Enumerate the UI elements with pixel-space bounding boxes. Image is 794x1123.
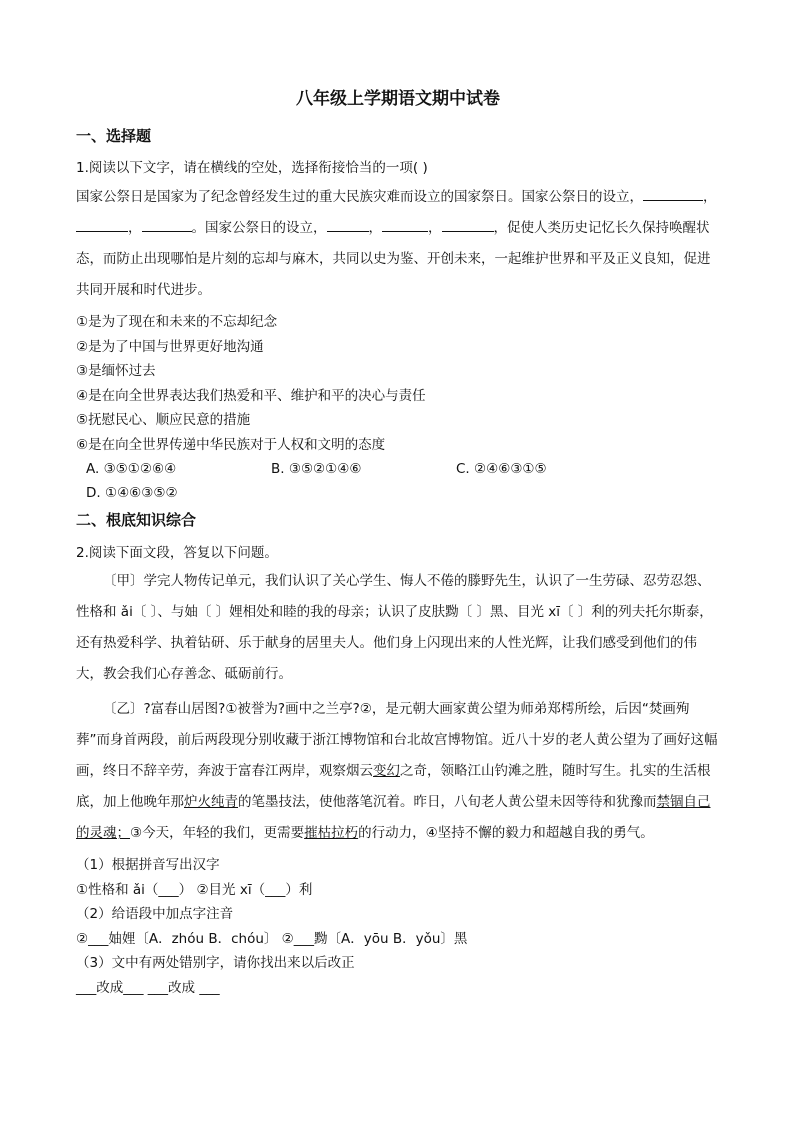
fill-blank — [382, 217, 428, 232]
question-2-subquestions — [76, 853, 720, 1000]
list-item: ⑥是在向全世界传递中华民族对于人权和文明的态度 — [76, 436, 386, 453]
passage-text: 之奇，领略江山钓滩之胜，随时写生。扎实的生活根底，加上他晚年那 — [76, 763, 711, 810]
question-1-prompt: 1.阅读以下文字，请在横线的空处，选择衔接恰当的一项( ) — [76, 160, 428, 176]
underlined-word: 摧枯拉朽 — [304, 825, 359, 841]
passage-text: 〔乙〕?富春山居图?①被誉为?画中之兰亭?②，是元朝大画家黄公望为师弟郑樗所绘，后因“焚画殉葬”而身首两段，前后两段现分别收藏于浙江博物馆和台北故宫博物馆。近八十岁的老人黄公望为了画好这幅画，终日不辞辛劳，奔波于富春江两岸，观察烟云 — [76, 701, 718, 779]
fill-blank — [442, 217, 494, 232]
page-title: 八年级上学期语文期中试卷 — [296, 89, 500, 109]
underlined-word: 炉火纯青 — [184, 794, 238, 810]
question-1-passage: 国家公祭日是国家为了纪念曾经发生过的重大民族灾难而设立的国家祭日。国家公祭日的设立， ，， 。国家公祭日的设立， ， ， ，促使人类历史记忆长久保持唤醒状态，而防止出现哪怕是片刻的忘却与麻木，共同以史为鉴、开创未来，一起维护世界和平及正义良知，促进共同开展和时代进步。 — [76, 182, 720, 306]
passage-yi — [76, 694, 720, 849]
option-c[interactable]: C. ②④⑥③①⑤ — [456, 461, 547, 477]
subquestion-3-answer-line: ___改成___ ___改成 ___ — [76, 979, 220, 996]
option-d[interactable]: D. ①④⑥③⑤② — [86, 485, 178, 501]
passage-text: 的笔墨技法，使他落笔沉着。昨日，八旬老人黄公望未因等待和犹豫而 — [238, 794, 657, 810]
subquestion-1-answer-line: ①性格和 ǎi（___） ②目光 xī（___）利 — [76, 881, 313, 898]
passage-text: ③今天，年轻的我们，更需要 — [130, 825, 305, 841]
list-item: ②是为了中国与世界更好地沟通 — [76, 338, 264, 355]
subquestion-2-answer-line: ②___妯娌〔A．zhóu B．chóu〕 ②___黝〔A．yōu B．yǒu〕黑 — [76, 930, 468, 947]
fill-blank — [76, 217, 128, 232]
passage-start: 国家公祭日是国家为了纪念曾经发生过的重大民族灾难而设立的国家祭日。国家公祭日的设立， — [76, 189, 643, 205]
option-b[interactable]: B. ③⑤②①④⑥ — [271, 461, 362, 477]
list-item: ①是为了现在和未来的不忘却纪念 — [76, 314, 278, 330]
passage-end: ，促使人类历史记忆长久保持唤醒状态，而防止出现哪怕是片刻的忘却与麻木，共同以史为鉴、开创未来，一起维护世界和平及正义良知，促进共同开展和时代进步。 — [76, 220, 711, 298]
fill-blank — [327, 217, 369, 232]
list-item: ⑤抚慰民心、顺应民意的措施 — [76, 412, 251, 428]
underlined-word: 变幻 — [373, 763, 400, 779]
list-item: ④是在向全世界表达我们热爱和平、维护和平的决心与责任 — [76, 387, 426, 404]
question-1-items — [76, 310, 720, 457]
passage-text: 的行动力，④坚持不懈的毅力和超越自我的勇气。 — [358, 825, 654, 841]
subquestion-3-title: （3）文中有两处错别字，请你找出来以后改正 — [76, 955, 355, 971]
question-1-options — [86, 457, 720, 505]
passage-mid: 。国家公祭日的设立， — [191, 220, 327, 236]
fill-blank — [643, 186, 703, 201]
option-a[interactable]: A. ③⑤①②⑥④ — [86, 461, 177, 477]
passage-jia: 〔甲〕学完人物传记单元，我们认识了关心学生、悔人不倦的滕野先生，认识了一生劳碌、忍劳忍怨、性格和 ǎi〔 〕、与妯〔 〕娌相处和睦的我的母亲；认识了皮肤黝〔 〕黑、目光 xī〔 〕利的列夫托尔斯泰，还有热爱科学、执着钻研、乐于献身的居里夫人。他们身上闪现出来的人性光辉，让我们感受到他们的伟大，教会我们心存善念、砥砺前行。 — [76, 573, 713, 682]
subquestion-1-title: （1）根据拼音写出汉字 — [76, 857, 220, 873]
underlined-word: 禁锢自己的灵魂； — [76, 794, 711, 841]
fill-blank — [142, 217, 192, 232]
question-2-prompt: 2.阅读下面文段，答复以下问题。 — [76, 545, 278, 561]
section-heading-choice: 一、选择题 — [76, 127, 152, 145]
section-heading-basics: 二、根底知识综合 — [76, 511, 197, 529]
list-item: ③是缅怀过去 — [76, 363, 156, 379]
subquestion-2-title: （2）给语段中加点字注音 — [76, 906, 234, 922]
